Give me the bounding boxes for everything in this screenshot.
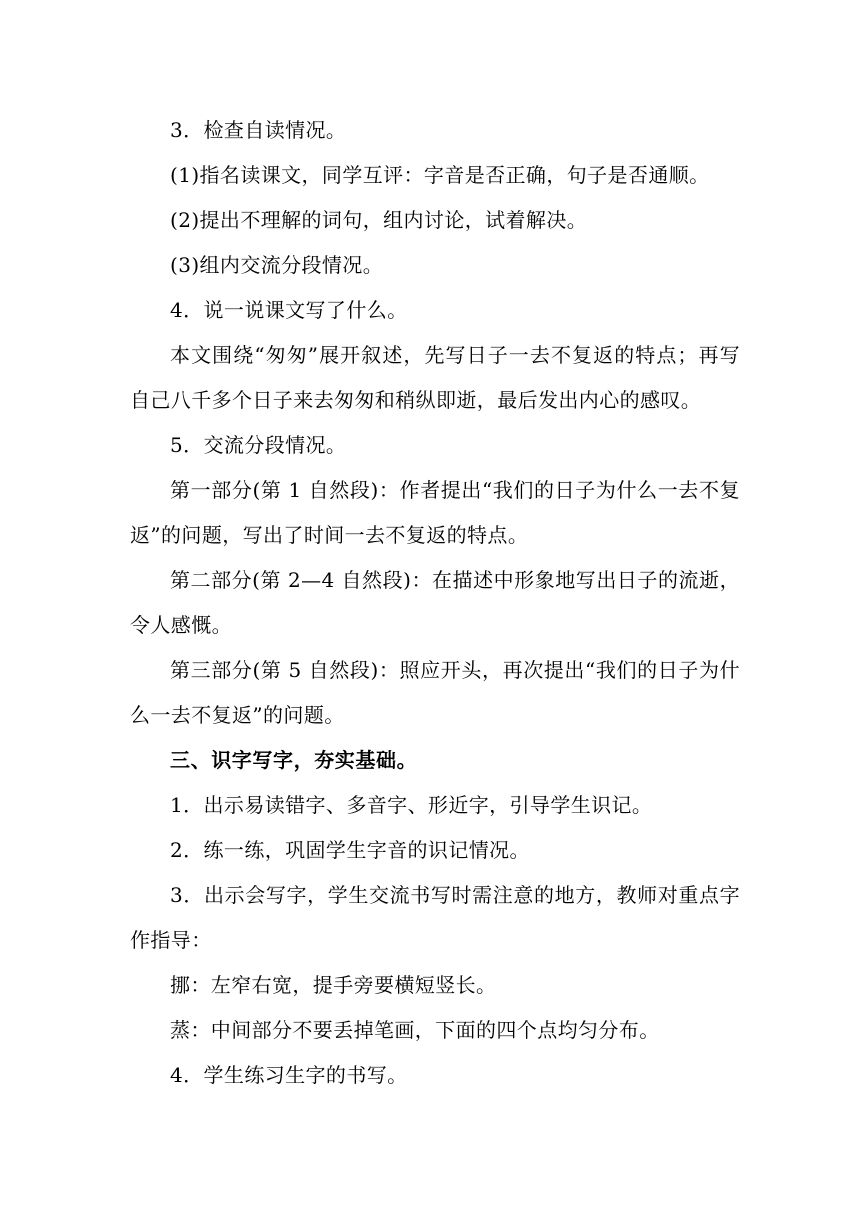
paragraph-literacy-step-3: 3．出示会写字，学生交流书写时需注意的地方，教师对重点字作指导：	[130, 883, 740, 952]
paragraph-substep-1: (1)指名读课文，同学互评：字音是否正确，句子是否通顺。	[170, 163, 710, 187]
paragraph-substep-3: (3)组内交流分段情况。	[170, 253, 384, 277]
paragraph-substep-2: (2)提出不理解的词句，组内讨论，试着解决。	[170, 208, 588, 232]
paragraph-section-three: 第三部分(第 5 自然段)：照应开头，再次提出“我们的日子为什么一去不复返”的问题。	[130, 658, 740, 727]
paragraph-char-nuo: 挪：左窄右宽，提手旁要横短竖长。	[170, 973, 497, 997]
paragraph-section-two: 第二部分(第 2—4 自然段)：在描述中形象地写出日子的流逝，令人感慨。	[130, 568, 740, 637]
paragraph-step-3-check-reading: 3．检查自读情况。	[170, 118, 347, 142]
paragraph-summary-text: 本文围绕“匆匆”展开叙述，先写日子一去不复返的特点；再写自己八千多个日子来去匆匆和稍纵即逝，最后发出内心的感叹。	[130, 343, 740, 412]
paragraph-literacy-step-2: 2．练一练，巩固学生字音的识记情况。	[170, 838, 530, 862]
section-heading-literacy: 三、识字写字，夯实基础。	[170, 748, 418, 772]
paragraph-char-zheng: 蒸：中间部分不要丢掉笔画，下面的四个点均匀分布。	[170, 1018, 660, 1042]
paragraph-step-5-sections: 5．交流分段情况。	[170, 433, 347, 457]
paragraph-literacy-step-1: 1．出示易读错字、多音字、形近字，引导学生识记。	[170, 793, 653, 817]
document-body	[130, 108, 740, 1098]
paragraph-section-one: 第一部分(第 1 自然段)：作者提出“我们的日子为什么一去不复返”的问题，写出了时间一去不复返的特点。	[130, 478, 740, 547]
paragraph-literacy-step-4: 4．学生练习生字的书写。	[170, 1063, 408, 1087]
paragraph-step-4-summary: 4．说一说课文写了什么。	[170, 298, 408, 322]
